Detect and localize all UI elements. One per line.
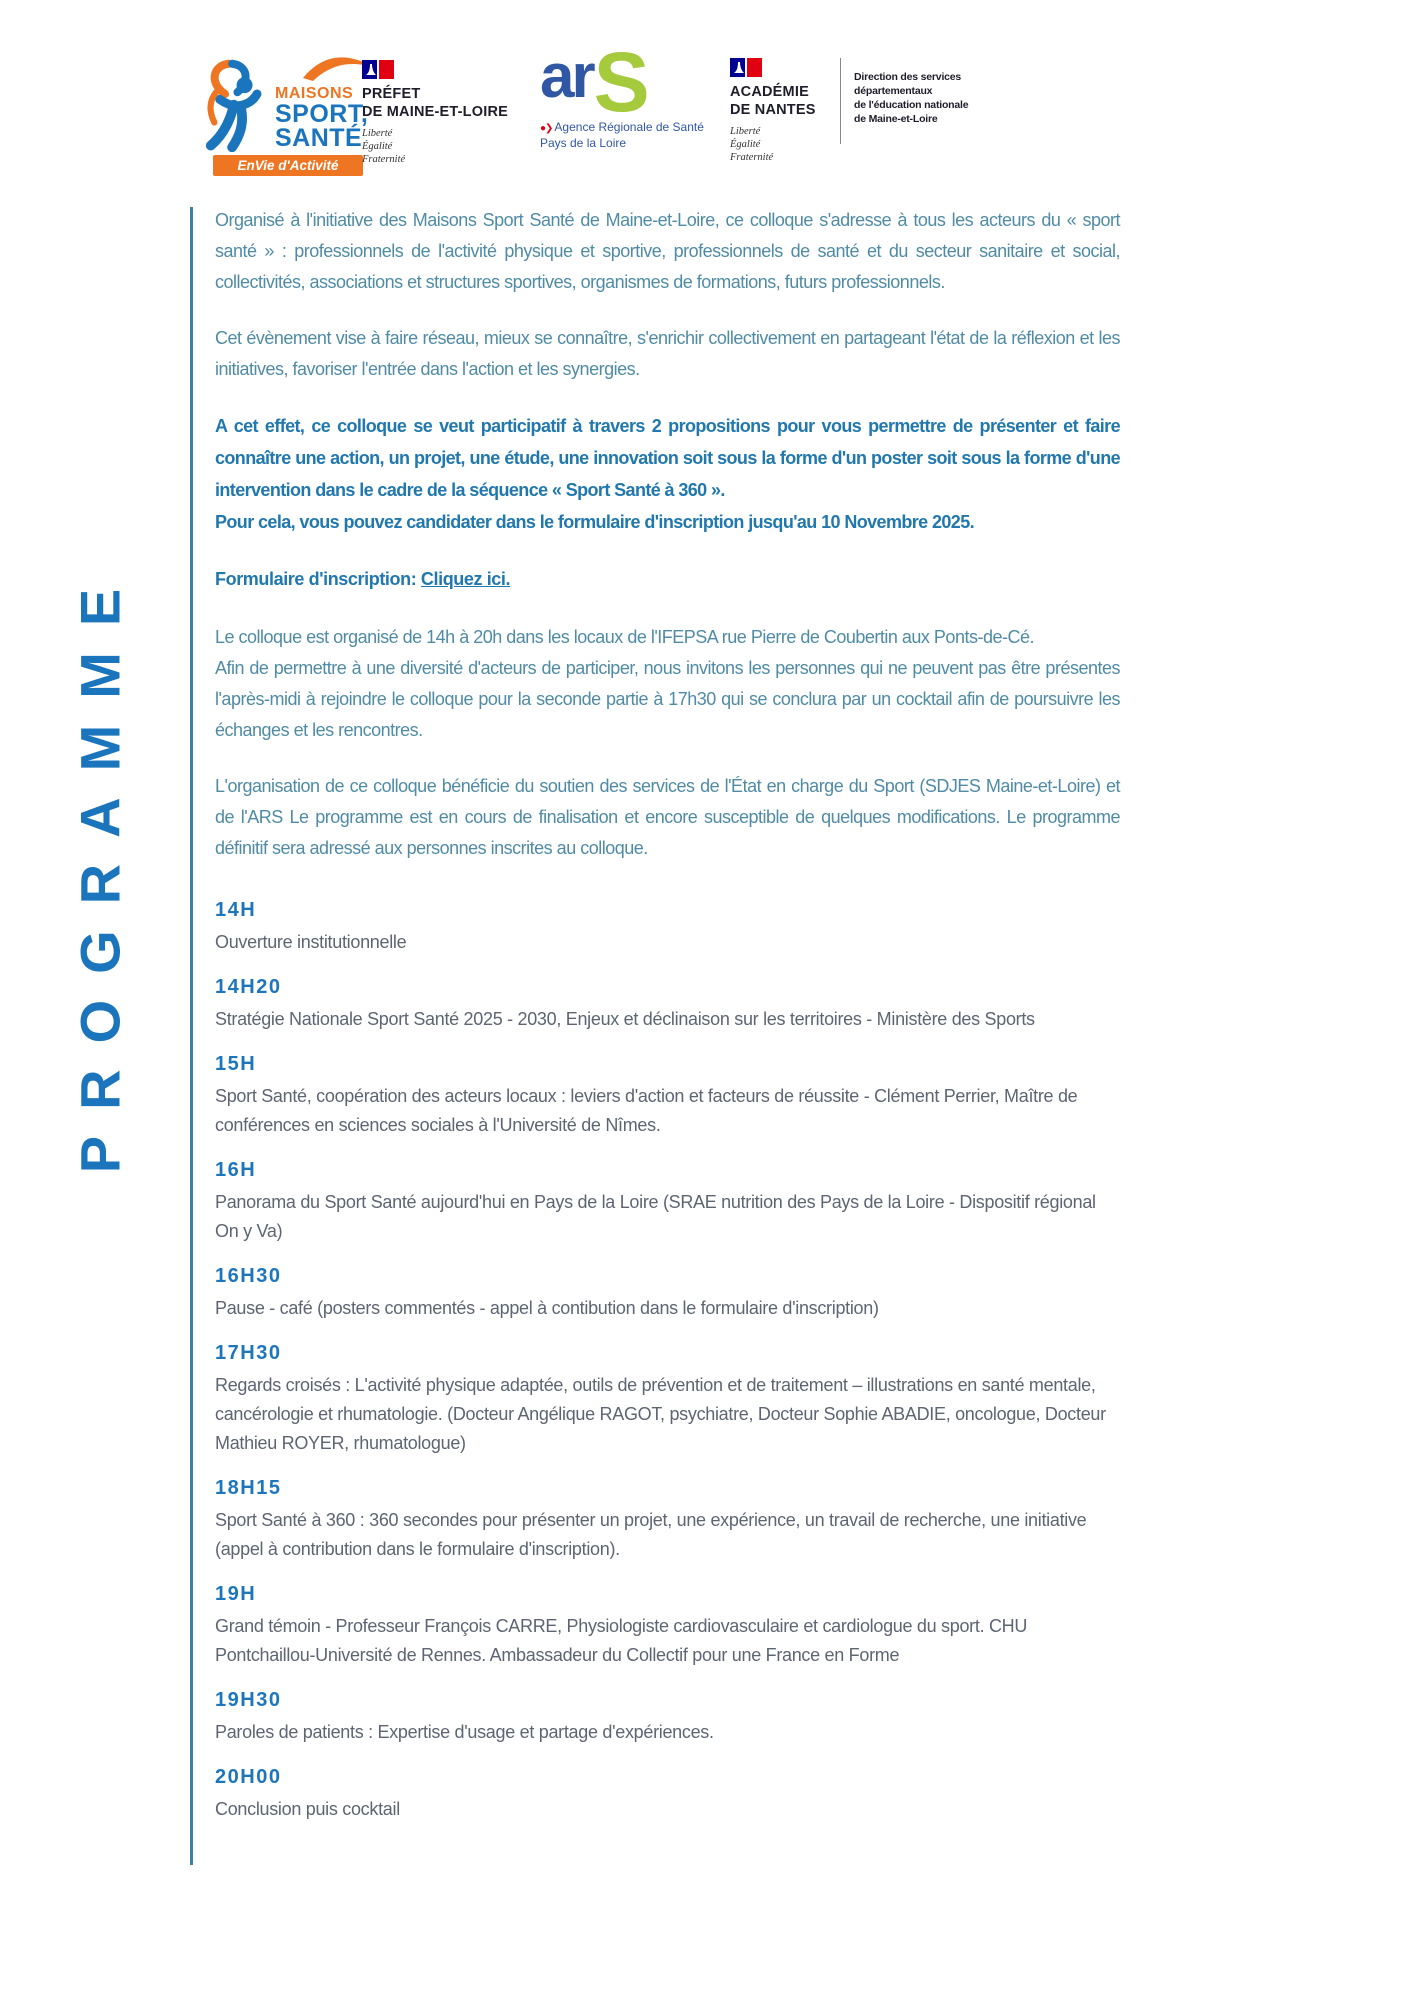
schedule-time: 16H: [215, 1159, 257, 1181]
intro-paragraph-4: [215, 622, 1120, 746]
mss-banner: EnVie d'Activité: [213, 155, 363, 176]
schedule-desc: Sport Santé à 360 : 360 secondes pour présenter un projet, une expérience, un travail de recherche, une initiative (appel à contribution dans le formulaire d'inscription).: [215, 1510, 1087, 1559]
schedule: [215, 898, 1120, 1824]
schedule-desc: Paroles de patients : Expertise d'usage et partage d'expériences.: [215, 1722, 714, 1742]
intro-paragraph-3b: Pour cela, vous pouvez candidater dans le formulaire d'inscription jusqu'au 10 Novembre 2025.: [215, 512, 974, 532]
schedule-item: [215, 1052, 1120, 1140]
schedule-item: [215, 1476, 1120, 1564]
schedule-desc: Sport Santé, coopération des acteurs locaux : leviers d'action et facteurs de réussite - Clément Perrier, Maître de conférences en sciences sociales à l'Université de Nîmes.: [215, 1086, 1078, 1135]
academie-name: ACADÉMIE DE NANTES: [730, 84, 816, 118]
ars-letters: arS: [540, 35, 650, 129]
schedule-item: [215, 1264, 1120, 1323]
intro-paragraph-1: Organisé à l'initiative des Maisons Sport Santé de Maine-et-Loire, ce colloque s'adresse à tous les acteurs du « sport santé » : professionnels de l'activité physique et sportive, professionnels de santé et du secteur sanitaire et social, collectivités, associations et structures sportives, organismes de formations, futurs professionnels.: [215, 210, 1120, 292]
schedule-time: 16H30: [215, 1265, 282, 1287]
intro-paragraph-4b: Afin de permettre à une diversité d'acteurs de participer, nous invitons les personnes qui ne peuvent pas être présentes l'après-midi à rejoindre le colloque pour la seconde partie à 17h30 qui se conclura par un cocktail afin de poursuivre les échanges et les rencontres.: [215, 658, 1120, 740]
schedule-item: [215, 1341, 1120, 1458]
schedule-desc: Stratégie Nationale Sport Santé 2025 - 2030, Enjeux et déclinaison sur les territoires - Ministère des Sports: [215, 1009, 1035, 1029]
prefet-name: PRÉFET DE MAINE-ET-LOIRE: [362, 86, 508, 120]
schedule-item: [215, 898, 1120, 957]
content-divider-line: [190, 207, 193, 1865]
intro-paragraph-3: [215, 410, 1120, 538]
schedule-desc: Panorama du Sport Santé aujourd'hui en Pays de la Loire (SRAE nutrition des Pays de la Loire - Dispositif régional On y Va): [215, 1192, 1096, 1241]
schedule-desc: Grand témoin - Professeur François CARRE, Physiologiste cardiovasculaire et cardiologue du sport. CHU Pontchaillou-Université de Rennes. Ambassadeur du Collectif pour une France en Forme: [215, 1616, 1028, 1665]
schedule-item: [215, 1765, 1120, 1824]
inscription-form-label: Formulaire d'inscription:: [215, 569, 421, 589]
schedule-desc: Pause - café (posters commentés - appel à contibution dans le formulaire d'inscription): [215, 1298, 879, 1318]
header-divider: [840, 58, 841, 144]
schedule-item: [215, 1158, 1120, 1246]
ars-logo: [540, 35, 710, 151]
french-flag-icon: [362, 60, 394, 79]
schedule-item: [215, 1582, 1120, 1670]
prefet-logo: [362, 60, 508, 166]
inscription-link[interactable]: Cliquez ici.: [420, 569, 511, 589]
sport-sante-figure-icon: [193, 52, 273, 152]
schedule-time: 14H20: [215, 976, 282, 998]
programme-vertical-title: PROGRAMME: [68, 562, 132, 1174]
schedule-desc: Regards croisés : L'activité physique adaptée, outils de prévention et de traitement – illustrations en santé mentale, cancérologie et rhumatologie. (Docteur Angélique RAGOT, psychiatre, Docteur Sophie ABADIE, oncologue, Docteur Mathieu ROYER, rhumatologue): [215, 1375, 1106, 1453]
schedule-desc: Conclusion puis cocktail: [215, 1799, 400, 1819]
header: [0, 0, 1414, 185]
schedule-time: 18H15: [215, 1477, 282, 1499]
schedule-time: 20H00: [215, 1766, 282, 1788]
academie-nantes-logo: [730, 58, 816, 164]
inscription-form-line: [215, 564, 1120, 595]
intro-paragraph-2: Cet évènement vise à faire réseau, mieux se connaître, s'enrichir collectivement en partageant l'état de la réflexion et les initiatives, favoriser l'entrée dans l'action et les synergies.: [215, 328, 1120, 379]
mss-wordmark-sport: SPORT,: [275, 100, 369, 128]
mss-wordmark-sante: SANTÉ: [275, 124, 363, 152]
prefet-motto: Liberté Égalité Fraternité: [362, 128, 406, 165]
ars-region: Pays de la Loire: [540, 136, 627, 150]
schedule-item: [215, 1688, 1120, 1747]
schedule-time: 19H30: [215, 1689, 282, 1711]
schedule-item: [215, 975, 1120, 1034]
dsden-text: Direction des services départementaux de l'éducation nationale de Maine-et-Loire: [854, 71, 969, 125]
ars-subtitle: ●❯ Agence Régionale de Santé: [540, 120, 704, 134]
schedule-time: 19H: [215, 1583, 257, 1605]
intro-paragraph-3a: A cet effet, ce colloque se veut participatif à travers 2 propositions pour vous permettre de présenter et faire connaître une action, un projet, une étude, une innovation soit sous la forme d'un poster soit sous la forme d'une intervention dans le cadre de la séquence « Sport Santé à 360 ».: [215, 416, 1120, 500]
french-flag-icon: [730, 58, 762, 77]
ars-mark-icon: ●❯: [540, 123, 553, 134]
schedule-time: 15H: [215, 1053, 257, 1075]
academie-motto: Liberté Égalité Fraternité: [730, 126, 774, 163]
content: [215, 205, 1120, 1842]
intro-paragraph-5: L'organisation de ce colloque bénéficie du soutien des services de l'État en charge du Sport (SDJES Maine-et-Loire) et de l'ARS Le programme est en cours de finalisation et encore susceptible de quelques modifications. Le programme définitif sera adressé aux personnes inscrites au colloque.: [215, 776, 1120, 858]
schedule-time: 14H: [215, 899, 257, 921]
maisons-sport-sante-logo: [193, 52, 383, 176]
schedule-time: 17H30: [215, 1342, 282, 1364]
intro-paragraph-4a: Le colloque est organisé de 14h à 20h dans les locaux de l'IFEPSA rue Pierre de Coubertin aux Ponts-de-Cé.: [215, 627, 1034, 647]
mss-wordmark-maisons: MAISONS: [275, 85, 354, 102]
schedule-desc: Ouverture institutionnelle: [215, 932, 407, 952]
